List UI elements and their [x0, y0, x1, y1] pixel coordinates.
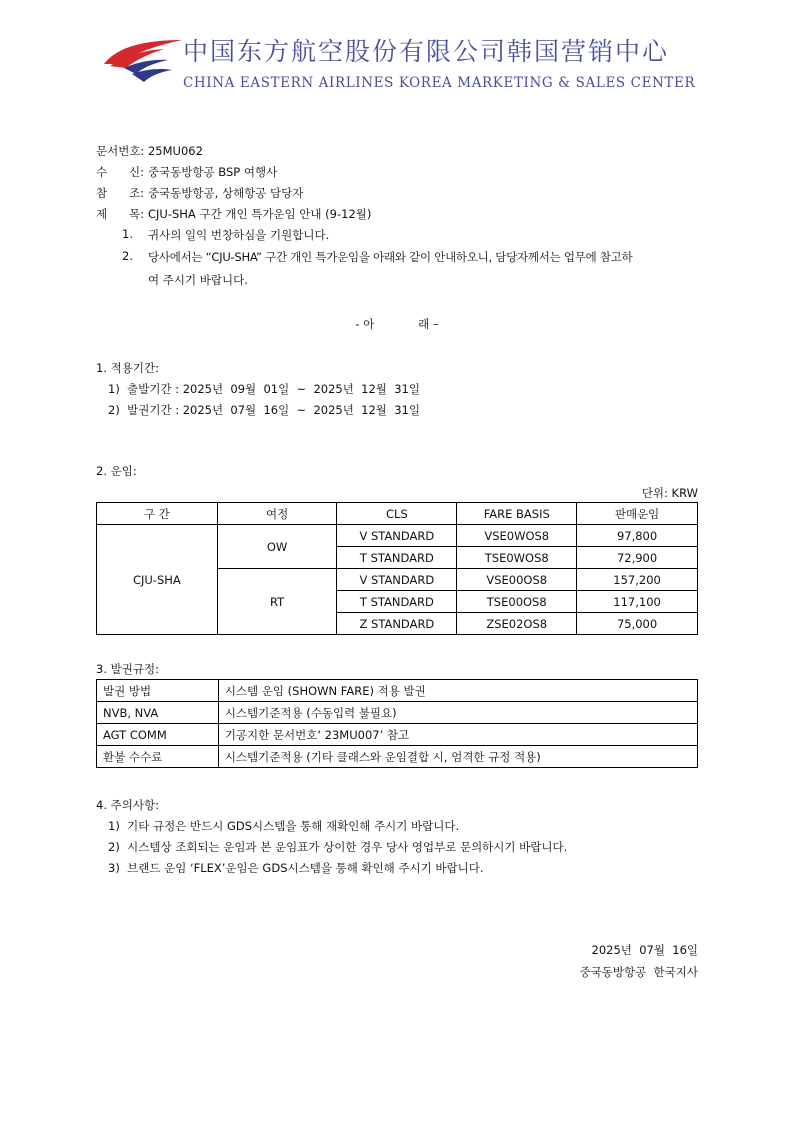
caution-item-2: 2) 시스템상 조회되는 운임과 본 운임표가 상이한 경우 당사 영업부로 문의하시기 바랍니다. [108, 840, 568, 854]
rule-value: 시스템 운임 (SHOWN FARE) 적용 발권 [218, 680, 697, 702]
fare-cell: 72,900 [577, 547, 698, 569]
section-2-title: 2. 운임: [96, 464, 137, 478]
issue-date: 2025년 07월 16일 [591, 943, 698, 957]
departure-period: 1) 출발기간 : 2025년 09월 01일 ~ 2025년 12월 31일 [108, 382, 420, 396]
subject-label: 제 목: [96, 207, 145, 221]
issuer-name: 중국동방항공 한국지사 [579, 965, 698, 979]
intro-item-1-number: 1. [122, 227, 133, 241]
fare-cell: 75,000 [577, 613, 698, 635]
trip-type-rt: RT [217, 569, 337, 635]
cls-cell: T STANDARD [337, 591, 457, 613]
header-route: 구 간 [97, 503, 218, 525]
document-number: 문서번호: 25MU062 [96, 144, 203, 158]
section-4-title: 4. 주의사항: [96, 798, 159, 812]
fare-cell: 97,800 [577, 525, 698, 547]
recipient-value: 중국동방항공 BSP 여행사 [148, 165, 278, 179]
table-row [97, 702, 698, 724]
china-eastern-logo-icon [102, 34, 184, 86]
notice-heading: - 아 래 – [355, 317, 439, 331]
intro-item-2-line-2: 여 주시기 바랍니다. [148, 273, 248, 287]
table-row [97, 746, 698, 768]
fare-cell: 117,100 [577, 591, 698, 613]
reference-value: 중국동방항공, 상해항공 담당자 [148, 186, 304, 200]
header-fare-basis: FARE BASIS [457, 503, 577, 525]
intro-item-2-line-1: 당사에서는 “CJU-SHA” 구간 개인 특가운임을 아래와 같이 안내하오니, 담당자께서는 업무에 참고하 [148, 250, 633, 264]
section-3-title: 3. 발권규정: [96, 662, 159, 676]
ticketing-rules-table [96, 679, 698, 768]
company-name-english: CHINA EASTERN AIRLINES KOREA MARKETING & SALES CENTER [183, 75, 696, 91]
cls-cell: Z STANDARD [337, 613, 457, 635]
caution-item-1: 1) 기타 규정은 반드시 GDS시스템을 통해 재확인해 주시기 바랍니다. [108, 819, 460, 833]
trip-type-ow: OW [217, 525, 337, 569]
intro-item-1-text: 귀사의 일익 번창하심을 기원합니다. [148, 228, 330, 242]
cls-cell: V STANDARD [337, 525, 457, 547]
table-row [97, 525, 698, 547]
reference-line [96, 185, 303, 201]
caution-item-3: 3) 브랜드 운임 ‘FLEX’운임은 GDS시스템을 통해 확인해 주시기 바랍니다. [108, 861, 484, 875]
fare-basis-cell: VSE00OS8 [457, 569, 577, 591]
fare-table [96, 502, 698, 635]
rule-label: 환불 수수료 [97, 746, 219, 768]
ticketing-period: 2) 발권기간 : 2025년 07월 16일 ~ 2025년 12월 31일 [108, 403, 420, 417]
header-cls: CLS [337, 503, 457, 525]
fare-table-header [97, 503, 698, 525]
fare-basis-cell: TSE0WOS8 [457, 547, 577, 569]
company-name-chinese: 中国东方航空股份有限公司韩国营销中心 [183, 37, 670, 66]
fare-basis-cell: ZSE02OS8 [457, 613, 577, 635]
header-fare: 판매운임 [577, 503, 698, 525]
cls-cell: V STANDARD [337, 569, 457, 591]
rule-value: 시스템기준적용 (수동입력 불필요) [218, 702, 697, 724]
rule-value: 기공지한 문서번호‘ 23MU007’ 참고 [218, 724, 697, 746]
reference-label: 참 조: [96, 186, 145, 200]
recipient-label: 수 신: [96, 165, 145, 179]
currency-unit: 단위: KRW [641, 486, 698, 500]
subject-line [96, 206, 371, 222]
route-cell: CJU-SHA [97, 525, 218, 635]
fare-cell: 157,200 [577, 569, 698, 591]
recipient-line [96, 164, 277, 180]
table-row [97, 724, 698, 746]
section-1-title: 1. 적용기간: [96, 361, 159, 375]
subject-value: CJU-SHA 구간 개인 특가운임 안내 (9-12월) [148, 207, 372, 221]
intro-item-2-number: 2. [122, 249, 133, 263]
fare-basis-cell: VSE0WOS8 [457, 525, 577, 547]
header-itinerary: 여정 [217, 503, 337, 525]
rule-value: 시스템기준적용 (기타 클래스와 운임결합 시, 엄격한 규정 적용) [218, 746, 697, 768]
rule-label: 발권 방법 [97, 680, 219, 702]
table-row [97, 680, 698, 702]
cls-cell: T STANDARD [337, 547, 457, 569]
rule-label: NVB, NVA [97, 702, 219, 724]
fare-basis-cell: TSE00OS8 [457, 591, 577, 613]
rule-label: AGT COMM [97, 724, 219, 746]
